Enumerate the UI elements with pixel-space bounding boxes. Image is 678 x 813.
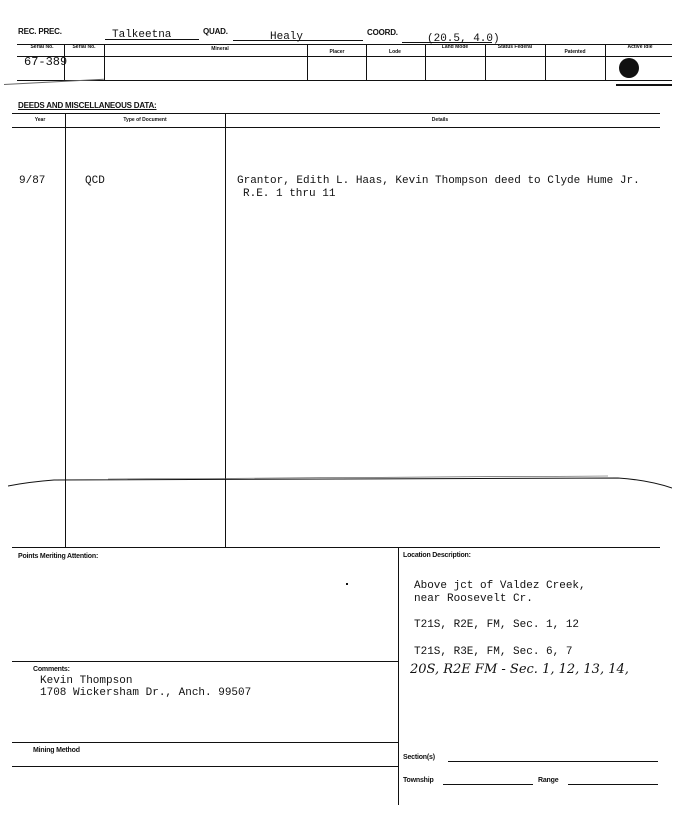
row-details-line1: Grantor, Edith L. Haas, Kevin Thompson deed to Clyde Hume Jr.	[237, 175, 640, 187]
row-details-line2: R.E. 1 thru 11	[243, 188, 336, 200]
patented-label: Patented	[564, 49, 586, 55]
rec-prec-label: REC. PREC.	[18, 27, 62, 36]
status-federal-label: Status Federal	[497, 44, 533, 50]
location-line2: near Roosevelt Cr.	[414, 593, 533, 605]
location-line3: T21S, R2E, FM, Sec. 1, 12	[414, 619, 580, 631]
location-line1: Above jct of Valdez Creek,	[414, 580, 586, 592]
township-line	[443, 784, 533, 785]
serial-no-label: Serial No.	[72, 44, 96, 50]
location-handwritten: 20S, R2E FM - Sec. 1, 12, 13, 14,	[410, 662, 629, 677]
comments-label: Comments:	[33, 666, 70, 673]
comments-line2: 1708 Wickersham Dr., Anch. 99507	[40, 687, 252, 699]
township-label: Township	[403, 777, 434, 784]
placer-label: Placer	[329, 49, 345, 55]
dot-mark	[346, 583, 348, 585]
scan-mark	[616, 84, 672, 86]
range-label: Range	[538, 777, 559, 784]
location-line4: T21S, R3E, FM, Sec. 6, 7	[414, 646, 573, 658]
rec-prec-value: Talkeetna	[112, 29, 172, 41]
serial-label: Serial No.	[30, 44, 54, 50]
lode-label: Lode	[389, 49, 401, 55]
land-mode-label: Land Mode	[441, 44, 469, 50]
fold-line	[8, 470, 672, 492]
quad-label: QUAD.	[203, 27, 228, 36]
comments-line1: Kevin Thompson	[40, 675, 133, 687]
coord-label: COORD.	[367, 28, 398, 37]
mining-method-label: Mining Method	[33, 747, 80, 754]
deeds-title: DEEDS AND MISCELLANEOUS DATA:	[18, 101, 157, 110]
serial-value: 67-389	[24, 55, 68, 69]
filled-circle-mark	[619, 58, 639, 78]
location-label: Location Description:	[403, 552, 471, 559]
row-year: 9/87	[19, 175, 46, 187]
sections-label: Section(s)	[403, 754, 435, 761]
row-type: QCD	[85, 175, 105, 187]
sections-line	[448, 761, 658, 762]
quad-value: Healy	[270, 31, 304, 43]
active-label: Active Idle	[627, 44, 653, 50]
mineral-label: Mineral	[211, 46, 229, 52]
col-year: Year	[34, 117, 46, 123]
points-label: Points Meriting Attention:	[18, 553, 99, 560]
col-details: Details	[431, 117, 449, 123]
coord-value: (20.5, 4.0)	[427, 33, 500, 45]
range-line	[568, 784, 658, 785]
col-type: Type of Document	[123, 117, 167, 123]
